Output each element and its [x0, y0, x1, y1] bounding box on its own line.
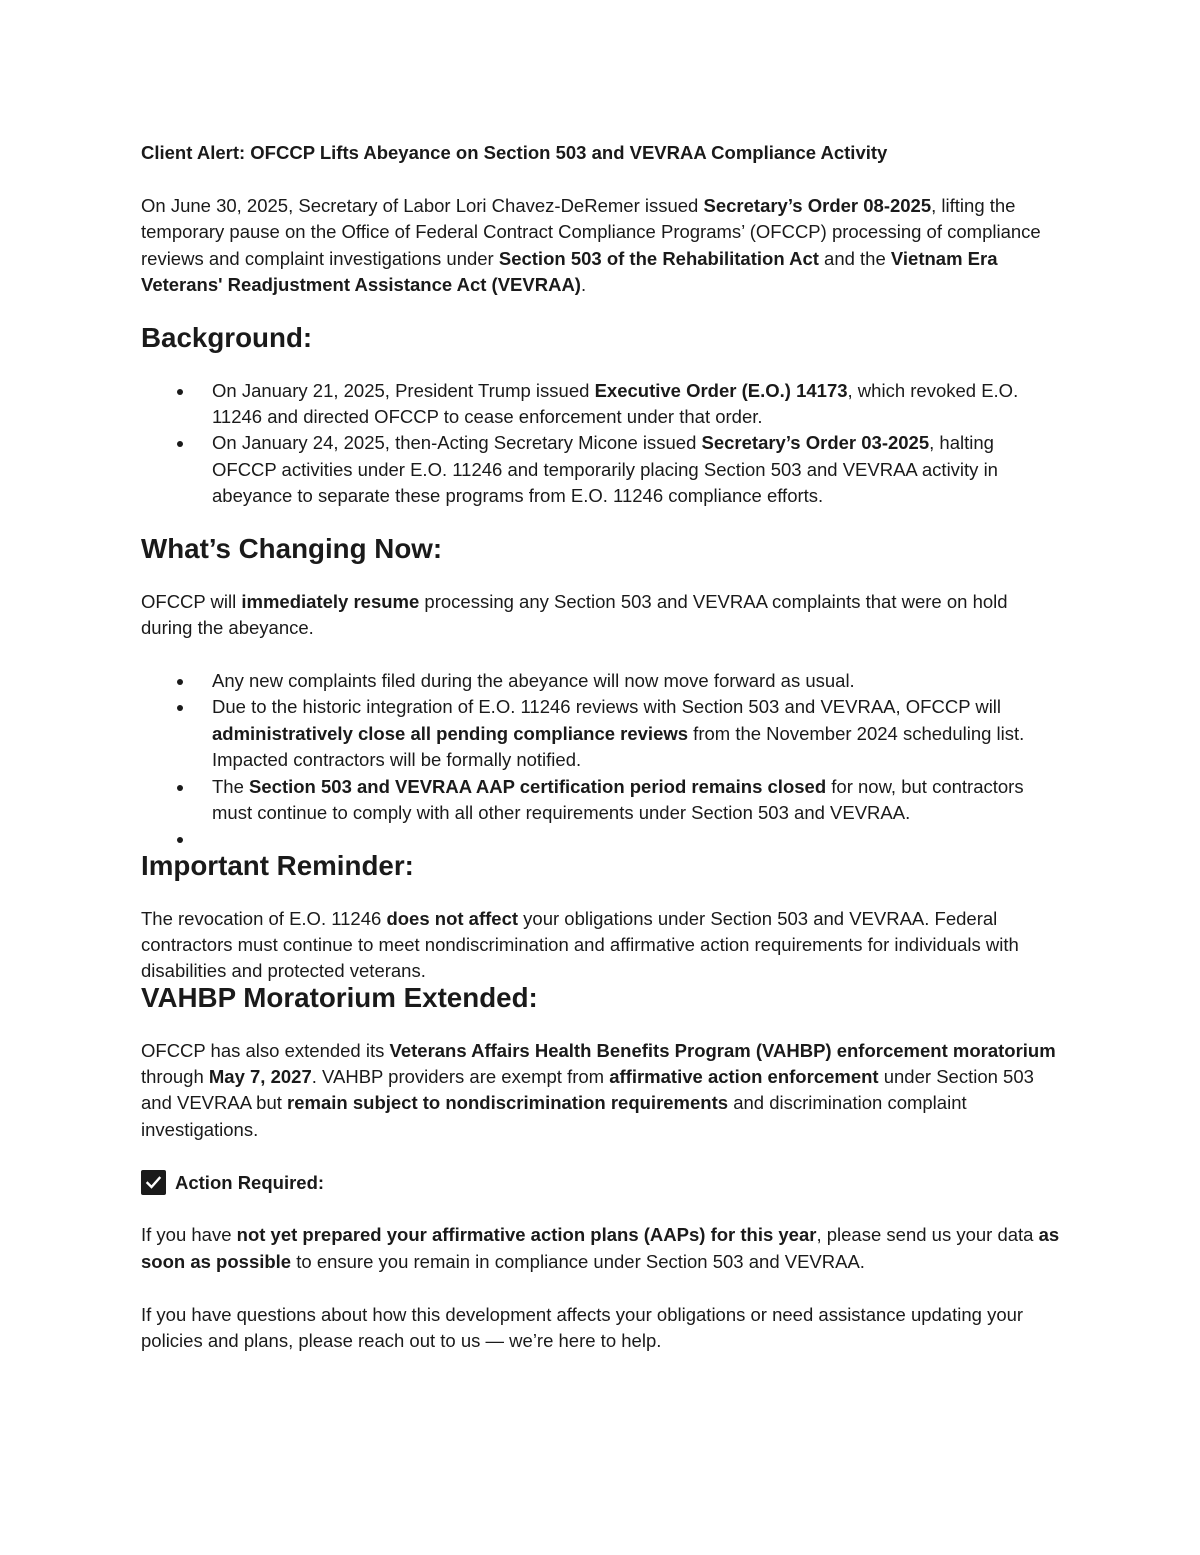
intro-text-4: .	[580, 274, 587, 296]
para-text: through	[141, 1066, 209, 1088]
action-paragraph-2: If you have questions about how this development affects your obligations or need assistance updating your policies and plans, please reach out to us — we’re here to help.	[141, 1303, 1024, 1352]
changing-heading: What’s Changing Now:	[141, 533, 443, 565]
bullet-icon	[177, 679, 183, 685]
para-text: . VAHBP providers are exempt from	[311, 1066, 610, 1088]
bullet-icon	[177, 785, 183, 791]
document-body	[141, 140, 1061, 1381]
list-item	[141, 774, 1061, 827]
list-item	[141, 378, 1061, 431]
changing-list	[141, 668, 1061, 853]
para-bold: remain subject to nondiscrimination requirements	[287, 1092, 729, 1114]
list-item	[141, 430, 1061, 509]
para-text: If you have	[141, 1224, 237, 1246]
list-item	[141, 668, 1061, 694]
para-text: your obligations under Section 503 and VEVRAA. Federal contractors must continue to meet nondiscrimination and affirmative action requirements for individuals with disabilities and protected veterans.	[141, 907, 1019, 982]
reminder-heading: Important Reminder:	[141, 849, 414, 881]
bullet-icon	[177, 837, 183, 843]
bullet-icon	[177, 705, 183, 711]
para-bold: immediately resume	[241, 590, 420, 612]
intro-bold-section-503: Section 503 of the Rehabilitation Act	[498, 247, 819, 269]
reminder-paragraph	[141, 906, 1061, 985]
item-text: On January 21, 2025, President Trump issued	[212, 379, 595, 401]
item-bold: Executive Order (E.O.) 14173	[594, 379, 848, 401]
background-list	[141, 378, 1061, 510]
changing-paragraph	[141, 589, 1061, 642]
item-text: for now, but contractors must continue to comply with all other requirements under Section 503 and VEVRAA.	[212, 775, 1024, 824]
para-text: OFCCP will	[141, 590, 242, 612]
action-required-heading	[141, 1170, 1061, 1196]
para-bold: Veterans Affairs Health Benefits Program (VAHBP) enforcement moratorium	[389, 1039, 1056, 1061]
para-bold: affirmative action enforcement	[609, 1066, 879, 1088]
document-title: Client Alert: OFCCP Lifts Abeyance on Section 503 and VEVRAA Compliance Activity	[141, 142, 888, 163]
para-bold: not yet prepared your affirmative action plans (AAPs) for this year	[236, 1224, 817, 1246]
intro-text-3: and the	[818, 247, 891, 269]
intro-text-2: , lifting the temporary pause on the Office of Federal Contract Compliance Programs’ (OFCCP) processing of compliance reviews and complaint investigations under	[141, 194, 1041, 269]
para-bold: does not affect	[386, 907, 519, 929]
item-text: Due to the historic integration of E.O. 11246 reviews with Section 503 and VEVRAA, OFCCP will	[212, 696, 1002, 718]
intro-bold-vevraa: Vietnam Era Veterans' Readjustment Assistance Act (VEVRAA)	[141, 247, 998, 296]
bullet-icon	[177, 389, 183, 395]
item-text: On January 24, 2025, then-Acting Secretary Micone issued	[212, 432, 702, 454]
item-text: Any new complaints filed during the abeyance will now move forward as usual.	[212, 670, 855, 692]
item-bold: Section 503 and VEVRAA AAP certification period remains closed	[249, 775, 827, 797]
para-text: under Section 503 and VEVRAA but	[141, 1066, 1034, 1114]
list-item	[141, 694, 1061, 773]
para-text: OFCCP has also extended its	[141, 1039, 390, 1061]
item-text: from the November 2024 scheduling list. Impacted contractors will be formally notified.	[212, 722, 1025, 771]
item-bold: administratively close all pending compliance reviews	[212, 722, 689, 744]
action-paragraph-1	[141, 1222, 1061, 1275]
para-text: to ensure you remain in compliance under Section 503 and VEVRAA.	[291, 1250, 865, 1272]
para-bold: May 7, 2027	[208, 1066, 312, 1088]
bullet-icon	[177, 441, 183, 447]
item-text: , halting OFCCP activities under E.O. 11246 and temporarily placing Section 503 and VEVRAA activity in abeyance to separate these programs from E.O. 11246 compliance efforts.	[212, 432, 998, 507]
empty-list-item	[141, 826, 1061, 852]
intro-bold-order: Secretary’s Order 08-2025	[703, 194, 932, 216]
para-text: processing any Section 503 and VEVRAA complaints that were on hold during the abeyance.	[141, 590, 1008, 639]
para-bold: as soon as possible	[141, 1224, 1060, 1272]
intro-text-1: On June 30, 2025, Secretary of Labor Lori Chavez-DeRemer issued	[141, 194, 704, 216]
item-text: The	[212, 775, 250, 797]
action-heading-label: Action Required:	[175, 1171, 325, 1193]
para-text: , please send us your data	[816, 1224, 1039, 1246]
background-heading: Background:	[141, 321, 313, 353]
item-text: , which revoked E.O. 11246 and directed OFCCP to cease enforcement under that order.	[212, 379, 1019, 428]
para-text: The revocation of E.O. 11246	[141, 907, 387, 929]
vahbp-paragraph	[141, 1038, 1061, 1144]
intro-paragraph	[141, 193, 1061, 299]
item-bold: Secretary’s Order 03-2025	[701, 432, 930, 454]
check-mark-icon	[141, 1170, 166, 1195]
para-text: and discrimination complaint investigations.	[141, 1092, 967, 1140]
vahbp-heading: VAHBP Moratorium Extended:	[141, 981, 538, 1013]
